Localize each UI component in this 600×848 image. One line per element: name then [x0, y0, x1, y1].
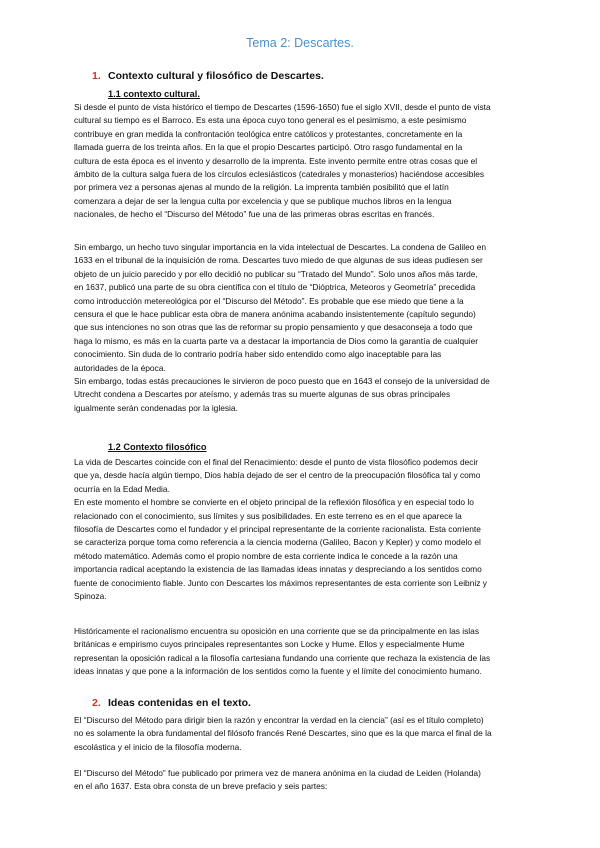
text-line: filosofía de Descartes como el fundador y el principal representante de la corriente racionalista. Esta corriente — [74, 523, 481, 534]
text-line: 1633 en el tribunal de la inquisición de roma. Descartes tuvo miedo de que algunas de sus ideas pudiesen ser — [74, 255, 483, 266]
paragraph-1-2-a — [74, 456, 530, 603]
paragraph-2-a — [74, 714, 530, 754]
text-line: escolástica y el inicio de la filosofía moderna. — [74, 741, 242, 752]
text-line: fuente de conocimiento fiable. Junto con Descartes los máximos representantes de esta corriente son Leibniz y — [74, 577, 487, 588]
text-line: En este momento el hombre se convierte en el objeto principal de la reflexión filosófica y en especial todo lo — [74, 497, 474, 508]
text-line: contribuye en gran medida la confrontación teológica entre católicos y protestantes, concretamente en la — [74, 128, 463, 139]
text-line: llamada guerra de los treinta años. En la que el propio Descartes participó. Otro rasgo fundamental en la — [74, 142, 463, 153]
text-line: método matemático. Además como el propio nombre de esta corriente indica le concede a la razón una — [74, 550, 458, 561]
text-line: El “Discurso del Método” fue publicado por primera vez de manera anónima en la ciudad de Leiden (Holanda) — [74, 768, 481, 778]
subsection-1-1-heading: 1.1 contexto cultural. — [108, 89, 200, 99]
text-line: relacionado con el conocimiento, sus límites y sus posibilidades. En este terreno es en el que aparece la — [74, 510, 462, 521]
text-line: que ya, desde hacía algún tiempo, Dios había dejado de ser el centro de la preocupación filosófica tal y como — [74, 470, 481, 481]
text-line: comenzara a dejar de ser la lengua culta por excelencia y que se publique muchos libros en la lengua — [74, 195, 452, 206]
section-2-heading — [92, 697, 251, 709]
text-line: por primera vez a personas ajenas al mundo de la religión. La imprenta también posibilitó que el latín — [74, 182, 449, 193]
text-line: igualmente serán condenadas por la iglesia. — [74, 402, 238, 413]
text-line: El “Discurso del Método para dirigir bien la razón y encontrar la verdad en la ciencia” (así es el título completo) — [74, 715, 484, 725]
text-line: importancia radical aceptando la existencia de las llamadas ideas innatas y despreciando a los sentidos como — [74, 564, 482, 575]
text-line: representan la oposición radical a la filosofía cartesiana fundando una corriente que rechaza la existencia de las — [74, 652, 491, 663]
subsection-1-2-heading: 1.2 Contexto filosófico — [108, 442, 207, 452]
paragraph-1-2-b — [74, 625, 530, 679]
section-2-title: Ideas contenidas en el texto. — [108, 697, 251, 709]
text-line: en el año 1637. Esta obra consta de un breve prefacio y seis partes: — [74, 781, 328, 792]
text-line: Spinoza. — [74, 590, 107, 601]
text-line: haga lo mismo, es más en la cuarta parte va a destacar la importancia de Dios como la garantía de cualquier — [74, 335, 479, 346]
text-line: como introducción metereológica por el “Discurso del Método”. Es probable que ese miedo que tiene a la — [74, 295, 464, 306]
text-line: nacionales, de hecho el “Discurso del Método” fue una de las primeras obras escritas en francés. — [74, 209, 435, 220]
text-line: cultural su tiempo es el Barroco. Es esta una época cuyo tono general es el pesimismo, a este pesimismo — [74, 115, 467, 126]
section-1-title: Contexto cultural y filosófico de Descartes. — [108, 70, 324, 82]
text-line: se caracteriza porque toma como referencia a la ciencia moderna (Galileo, Bacon y Kepler) y como modelo el — [74, 537, 481, 548]
text-line: censura el que le hace publicar esta obra de manera anónima acabando insistentemente (capítulo segundo) — [74, 308, 476, 319]
document-title: Tema 2: Descartes. — [246, 36, 354, 50]
text-line: Utrecht condena a Descartes por ateísmo, y además tras su muerte algunas de sus obras principales — [74, 389, 451, 400]
text-line: ideas innatas y que pone a la información de los sentidos como la fuente y el límite del conocimiento humano. — [74, 666, 482, 677]
text-line: La vida de Descartes coincide con el final del Renacimiento: desde el punto de vista filosófico podemos decir — [74, 457, 479, 467]
text-line: objeto de un juicio parecido y por ello decidió no publicar su “Tratado del Mundo”. Solo unos años más tarde, — [74, 268, 478, 279]
text-line: Sin embargo, un hecho tuvo singular importancia en la vida intelectual de Descartes. La condena de Galileo en — [74, 242, 487, 252]
text-line: conocimiento. Sin duda de lo contrario podría haber sido entendido como algo inaceptable para las — [74, 349, 442, 360]
text-line: Sin embargo, todas estás precauciones le sirvieron de poco puesto que en 1643 el consejo de la universidad de — [74, 375, 490, 386]
text-line: autoridades de la época. — [74, 362, 166, 373]
text-line: en 1637, publicó una parte de su obra científica con el título de “Dióptrica, Meteoros y Geometría” precedida — [74, 282, 476, 293]
text-line: ámbito de la cultura salga fuera de los círculos eclesiásticos (catedrales y monasterios) haciéndose accesibles — [74, 168, 485, 179]
paragraph-2-b — [74, 767, 530, 794]
text-line: ocurría en la Edad Media. — [74, 483, 170, 494]
paragraph-1-1-a — [74, 101, 530, 222]
text-line: británicas e empirismo cuyos principales representantes son Locke y Hume. Ellos y especialmente Hume — [74, 639, 465, 650]
section-1-heading — [92, 70, 324, 82]
text-line: no es solamente la obra fundamental del filósofo francés René Descartes, sino que es la que marca el final de la — [74, 728, 492, 739]
text-line: Si desde el punto de vista histórico el tiempo de Descartes (1596-1650) fue el siglo XVII, desde el punto de vista — [74, 102, 491, 112]
paragraph-1-1-b — [74, 241, 530, 415]
text-line: cultura de esta época es el invento y desarrollo de la imprenta. Este invento permite entre otras cosas que el — [74, 155, 478, 166]
text-line: que sus intenciones no son otras que las de reformar su propio pensamiento y que desaconseja a todo que — [74, 322, 473, 333]
section-1-number: 1. — [92, 70, 101, 82]
text-line: Históricamente el racionalismo encuentra su oposición en una corriente que se da principalmente en las islas — [74, 626, 480, 636]
section-2-number: 2. — [92, 697, 101, 709]
